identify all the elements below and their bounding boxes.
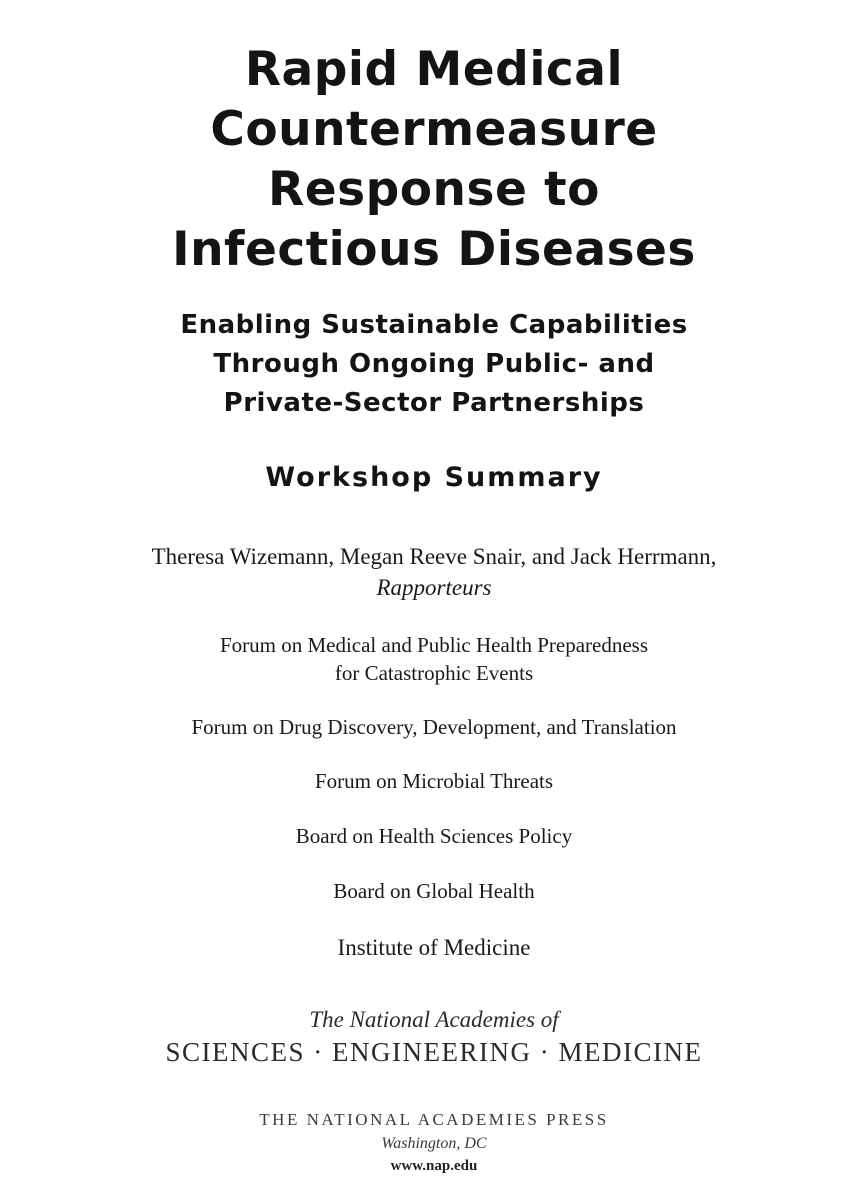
national-academies-brand: [0, 1006, 868, 1070]
org-line: Forum on Drug Discovery, Development, and Translation: [191, 715, 677, 739]
org-board-global-health: [0, 877, 868, 905]
org-forum-drug-discovery: [0, 713, 868, 741]
org-board-health-sciences: [0, 822, 868, 850]
book-subtitle-line: Private-Sector Partnerships: [223, 388, 645, 418]
publisher-website: www.nap.edu: [390, 1158, 478, 1174]
org-line: Forum on Microbial Threats: [314, 769, 554, 793]
national-academies-prefix: The National Academies of: [309, 1007, 559, 1032]
publisher-location: Washington, DC: [381, 1135, 487, 1152]
org-institute-of-medicine: [0, 934, 868, 962]
org-line: Forum on Medical and Public Health Preparedness: [219, 633, 649, 657]
workshop-summary-label: Workshop Summary: [265, 462, 603, 493]
author-names: Theresa Wizemann, Megan Reeve Snair, and Jack Herrmann,: [151, 544, 717, 569]
book-title-line: Rapid Medical: [244, 42, 624, 97]
book-title: [0, 0, 868, 280]
book-subtitle-line: Through Ongoing Public- and: [213, 349, 655, 379]
authors-block: [0, 541, 868, 603]
org-forum-microbial-threats: [0, 767, 868, 795]
publisher-name: THE NATIONAL ACADEMIES PRESS: [259, 1110, 609, 1129]
book-title-line: Response to: [268, 162, 600, 217]
national-academies-names: SCIENCES · ENGINEERING · MEDICINE: [165, 1037, 703, 1067]
book-subtitle: [0, 306, 868, 423]
author-role: Rapporteurs: [376, 575, 492, 600]
org-line: Institute of Medicine: [337, 935, 531, 960]
org-line: Board on Health Sciences Policy: [295, 824, 573, 848]
book-subtitle-line: Enabling Sustainable Capabilities: [180, 310, 688, 340]
org-line: Board on Global Health: [333, 879, 535, 903]
book-title-line: Infectious Diseases: [172, 222, 696, 277]
org-forum-preparedness: [0, 631, 868, 687]
org-line: for Catastrophic Events: [334, 661, 534, 685]
book-title-line: Countermeasure: [210, 102, 658, 157]
publisher-block: [0, 1108, 868, 1178]
